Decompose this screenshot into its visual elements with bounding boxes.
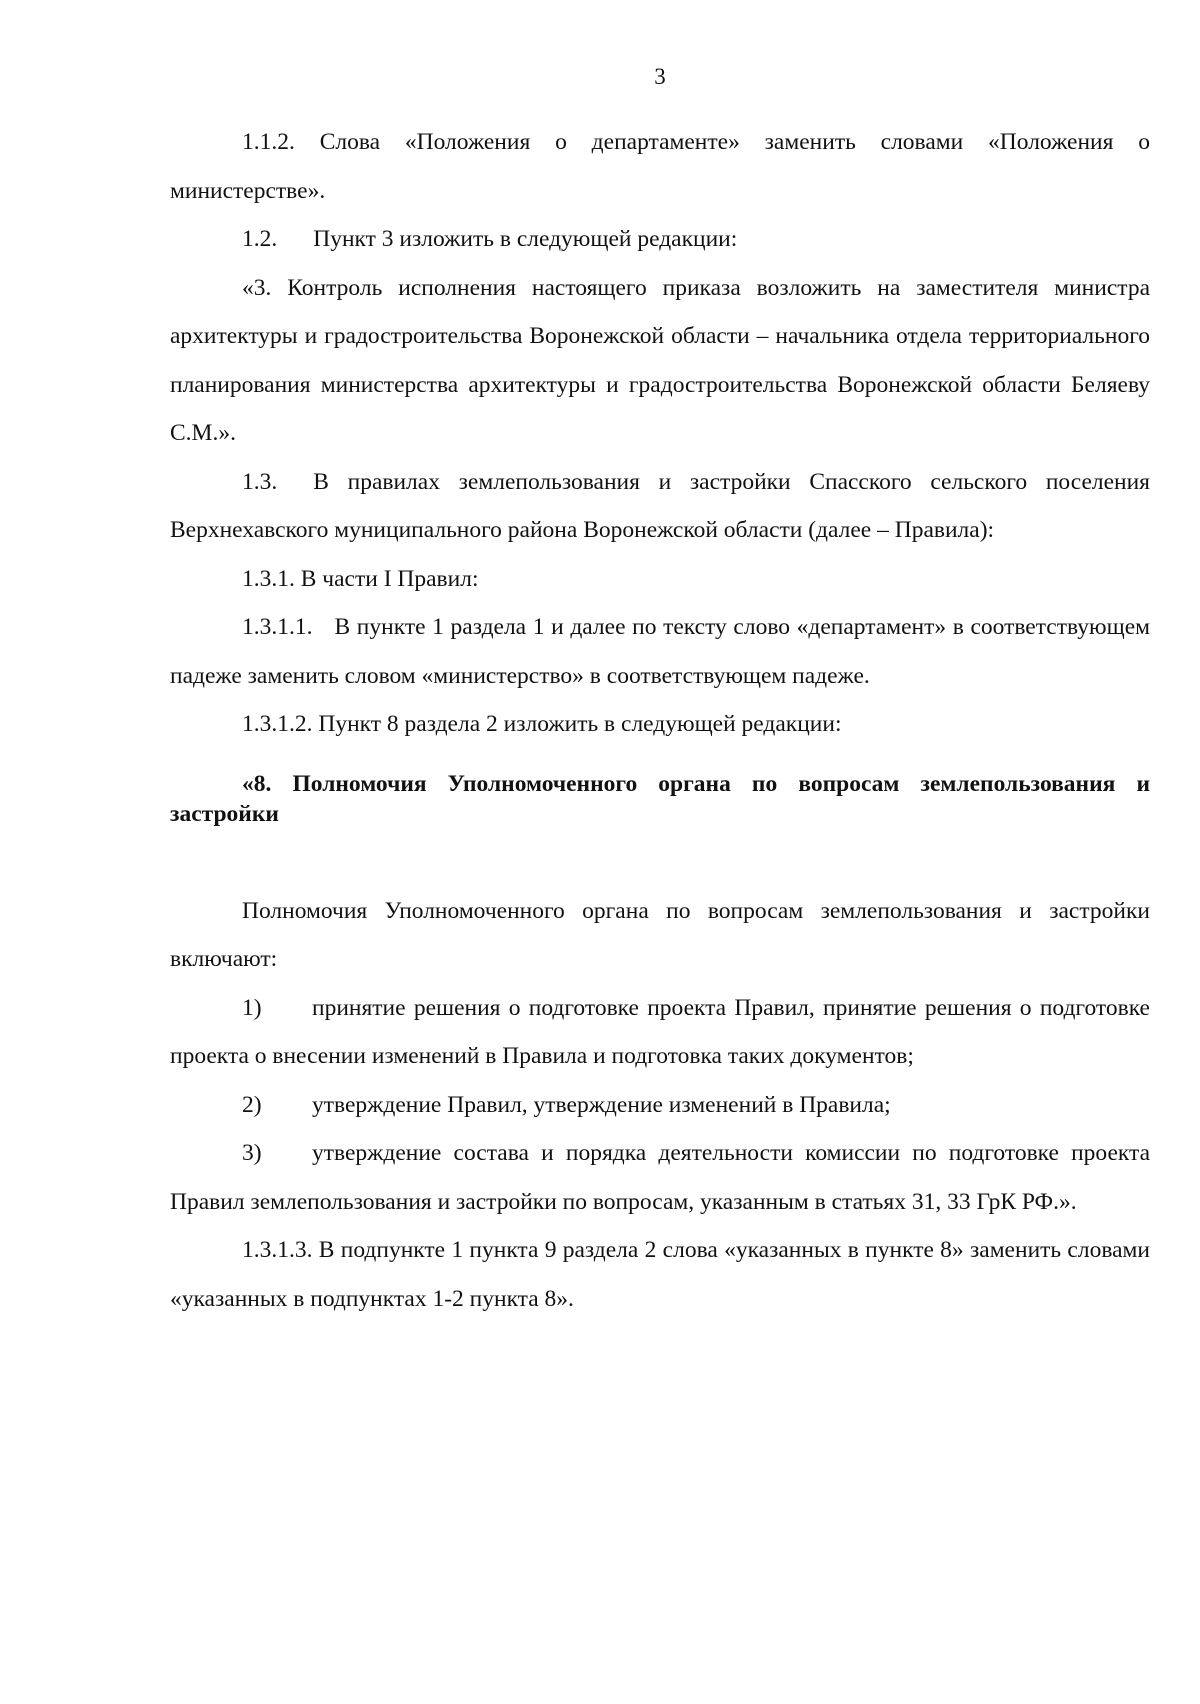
paragraph-1-3-1-1-number: 1.3.1.1. bbox=[242, 614, 313, 640]
heading-spacer bbox=[170, 829, 1150, 887]
paragraph-1-3-1-1-text: В пункте 1 раздела 1 и далее по тексту слово «департамент» в соответствующем падеже заменить словом «министерство» в соответствующем падеже. bbox=[170, 614, 1150, 689]
paragraph-1-3-1-1 bbox=[170, 603, 1150, 700]
paragraph-1-2-text: Пункт 3 изложить в следующей редакции: bbox=[313, 226, 738, 252]
paragraph-1-2-number: 1.2. bbox=[242, 226, 278, 252]
paragraph-1-3-1-2: 1.3.1.2. Пункт 8 раздела 2 изложить в следующей редакции: bbox=[242, 711, 842, 737]
paragraph-quote-3: «3. Контроль исполнения настоящего приказа возложить на заместителя министра архитектуры и градостроительства Воронежской области – начальника отдела территориального планирования министерства архитектуры и градостроительства Воронежской области Беляеву С.М.». bbox=[170, 274, 1150, 446]
paragraph-1-3 bbox=[170, 458, 1150, 555]
list-item-2 bbox=[170, 1081, 1150, 1130]
list-item-3-text: утверждение состава и порядка деятельности комиссии по подготовке проекта Правил землепользования и застройки по вопросам, указанным в статьях 31, 33 ГрК РФ.». bbox=[170, 1140, 1150, 1215]
list-item-3-number: 3) bbox=[242, 1140, 262, 1166]
list-item-2-text: утверждение Правил, утверждение изменений в Правила; bbox=[312, 1091, 891, 1118]
paragraph-intro: Полномочия Уполномоченного органа по вопросам землепользования и застройки включают: bbox=[170, 897, 1150, 972]
paragraph-1-3-1: 1.3.1. В части I Правил: bbox=[242, 565, 479, 592]
list-item-1 bbox=[170, 984, 1150, 1081]
paragraph-1-2 bbox=[170, 215, 1150, 264]
list-item-2-number: 2) bbox=[242, 1091, 262, 1118]
paragraph-1-1-2: 1.1.2. Слова «Положения о департаменте» заменить словами «Положения о министерстве». bbox=[170, 129, 1150, 204]
paragraph-1-3-1-3: 1.3.1.3. В подпункте 1 пункта 9 раздела 2 слова «указанных в пункте 8» заменить словами «указанных в подпунктах 1-2 пункта 8». bbox=[170, 1237, 1150, 1312]
list-item-1-text: принятие решения о подготовке проекта Правил, принятие решения о подготовке проекта о внесении изменений в Правила и подготовка таких документов; bbox=[170, 994, 1150, 1069]
section-8-heading: «8. Полномочия Уполномоченного органа по вопросам землепользования и застройки bbox=[170, 770, 1150, 827]
page-number: 3 bbox=[654, 64, 666, 89]
list-item-1-number: 1) bbox=[242, 994, 262, 1021]
paragraph-1-3-text: В правилах землепользования и застройки Спасского сельского поселения Верхнехавского муниципального района Воронежской области (далее – Правила): bbox=[170, 468, 1150, 543]
paragraph-1-3-number: 1.3. bbox=[242, 468, 278, 495]
document-page bbox=[170, 62, 1150, 1323]
list-item-3 bbox=[170, 1129, 1150, 1226]
